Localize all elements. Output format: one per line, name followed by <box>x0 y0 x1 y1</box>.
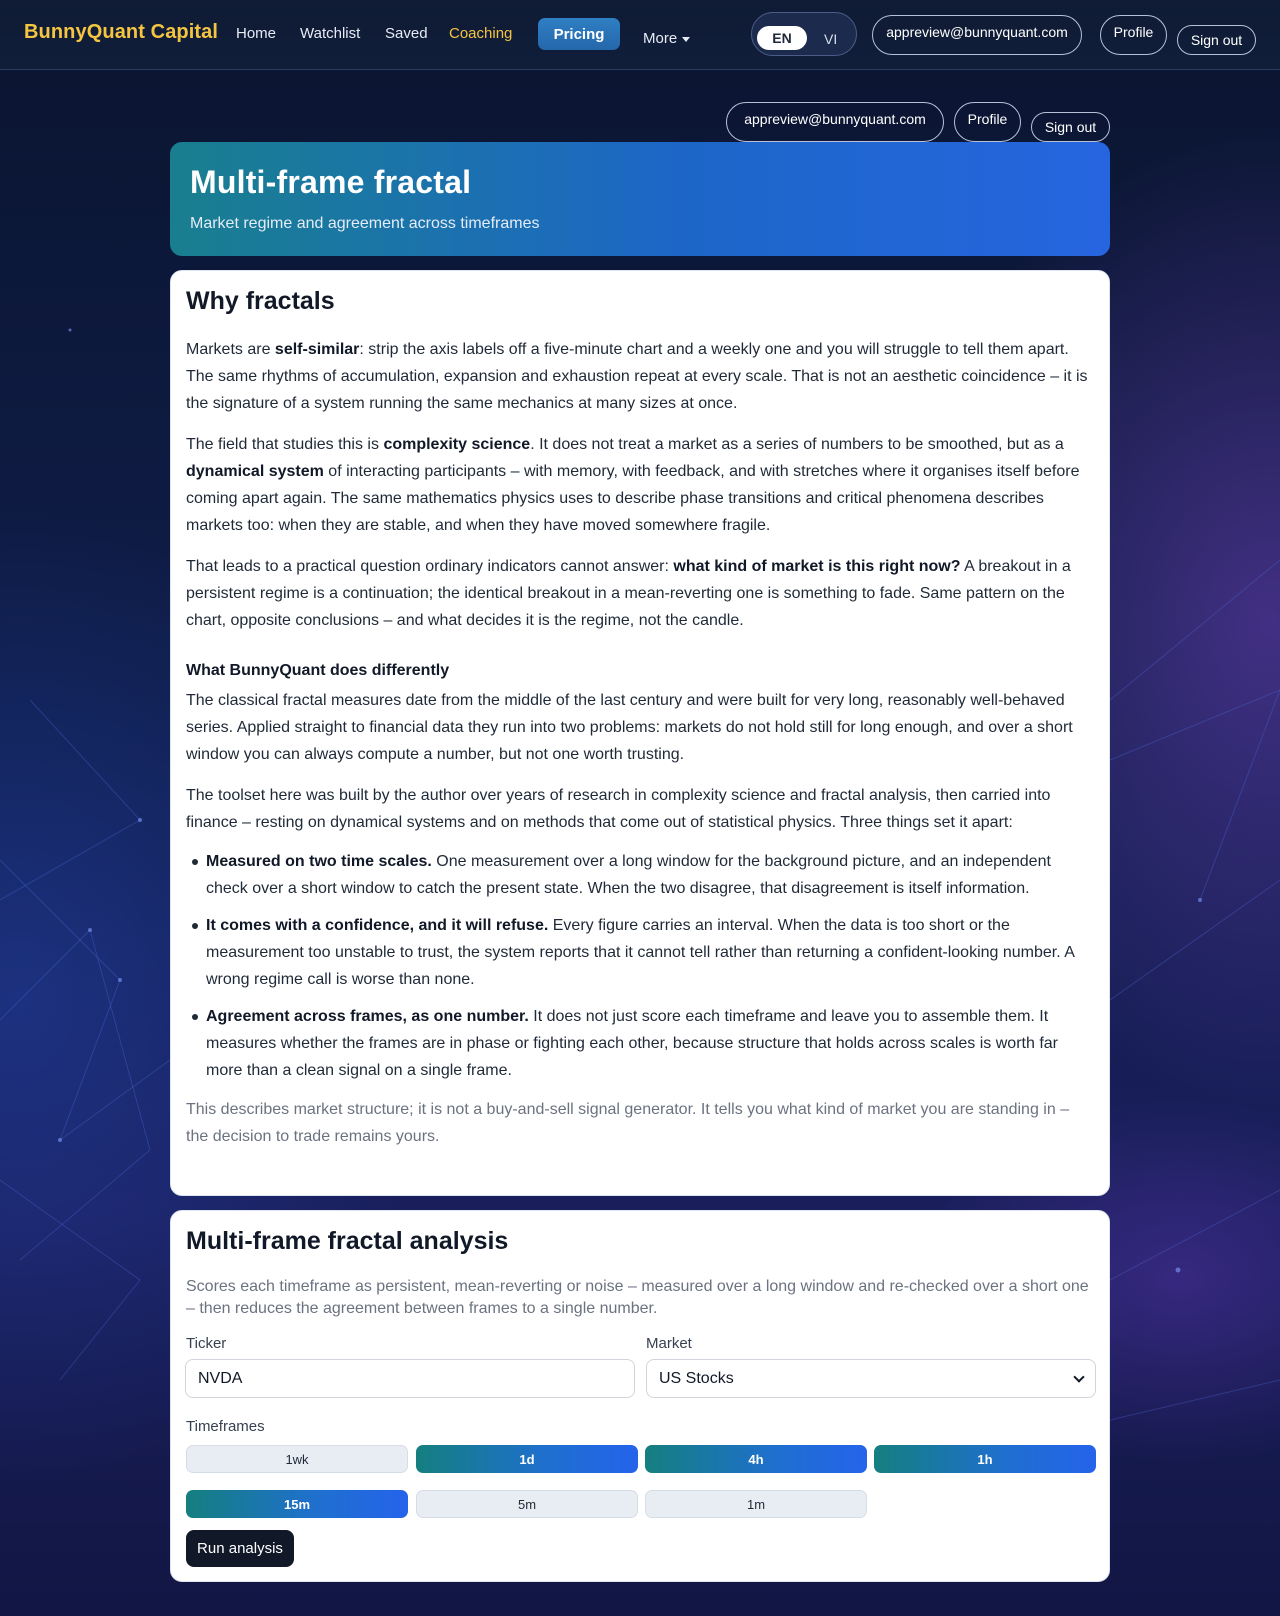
why-fractals-heading: Why fractals <box>186 287 335 315</box>
disclaimer-note: This describes market structure; it is not a buy-and-sell signal generator. It tells you what kind of market you are standing in – the decision to trade remains yours. <box>186 1101 1070 1145</box>
timeframe-5m[interactable]: 5m <box>416 1490 638 1518</box>
bold-self-similar: self-similar <box>274 341 360 358</box>
market-select-value: US Stocks <box>659 1369 734 1387</box>
bold-question: what kind of market is this right now? <box>673 558 961 575</box>
timeframe-15m[interactable]: 15m <box>186 1490 408 1518</box>
brand-logo[interactable]: BunnyQuant Capital <box>24 21 219 43</box>
bold-dynamical-system: dynamical system <box>186 463 324 480</box>
hero-banner <box>170 142 1110 256</box>
analysis-card <box>170 1210 1110 1582</box>
feature-item: Agreement across frames, as one number. It does not just score each timeframe and leave you to assemble them. It measures whether the frames are in phase or fighting each other, because structure that holds across scales is worth far more than a clean signal on a single frame. <box>206 1003 1094 1084</box>
caret-down-icon <box>682 37 690 42</box>
differently-subheading: What BunnyQuant does differently <box>186 662 450 679</box>
analysis-description: Scores each timeframe as persistent, mean-reverting or noise – measured over a long window and re-checked over a short one – then reduces the agreement between frames to a single number. <box>186 1278 1089 1317</box>
sign-out-button[interactable]: Sign out <box>1031 112 1110 142</box>
timeframe-1m[interactable]: 1m <box>645 1490 867 1518</box>
nav-profile-button[interactable]: Profile <box>1100 15 1167 55</box>
feature-item: It comes with a confidence, and it will refuse. Every figure carries an interval. When the data is too short or the measurement too unstable to trust, the system reports that it cannot tell rather than returning a confident-looking number. A wrong regime call is worse than none. <box>206 912 1094 993</box>
differently-paragraph-2: The toolset here was built by the author over years of research in complexity science and fractal analysis, then carried into finance – resting on dynamical systems and on methods that come out of statistical physics. Three things set it apart: <box>186 787 1051 831</box>
timeframes-label: Timeframes <box>186 1418 265 1435</box>
nav-pricing-button[interactable]: Pricing <box>538 18 620 50</box>
lang-en-button[interactable]: EN <box>757 26 807 50</box>
feature-item: Measured on two time scales. One measurement over a long window for the background picture, and an independent check over a short window to catch the present state. When the two disagree, that disagreement is itself information. <box>206 848 1094 902</box>
timeframe-4h[interactable]: 4h <box>645 1445 867 1473</box>
differently-paragraph-1: The classical fractal measures date from the middle of the last century and were built for very long, reasonably well-behaved series. Applied straight to financial data they run into two problems: markets do not hold still for long enough, and over a short window you can always compute a number, but not one worth trusting. <box>186 692 1073 763</box>
analysis-heading: Multi-frame fractal analysis <box>186 1227 509 1255</box>
chevron-down-icon <box>1073 1371 1084 1382</box>
market-label: Market <box>646 1335 692 1352</box>
lang-vi-button[interactable]: VI <box>824 31 838 47</box>
feature-list <box>186 848 1094 1084</box>
timeframe-1wk[interactable]: 1wk <box>186 1445 408 1473</box>
nav-sign-out-button[interactable]: Sign out <box>1177 25 1256 55</box>
ticker-input-value: NVDA <box>198 1369 243 1387</box>
bold-complexity-science: complexity science <box>383 436 531 453</box>
run-analysis-button[interactable]: Run analysis <box>186 1530 294 1567</box>
timeframe-1h[interactable]: 1h <box>874 1445 1096 1473</box>
profile-button[interactable]: Profile <box>954 102 1021 142</box>
intro-paragraph-2: The field that studies this is complexity science. It does not treat a market as a series of numbers to be smoothed, but as a dynamical system of interacting participants – with memory, with feedback, and with stretches where it organises itself before coming apart again. The same mathematics physics uses to describe phase transitions and critical phenomena describes markets too: when they are stable, and when they have moved somewhere fragile. <box>186 436 1080 534</box>
ticker-label: Ticker <box>186 1335 227 1352</box>
page-title: Multi-frame fractal <box>190 164 472 200</box>
intro-paragraph-1: Markets are self-similar: strip the axis labels off a five-minute chart and a weekly one and you will struggle to tell them apart. The same rhythms of accumulation, expansion and exhaustion repeat at every scale. That is not an aesthetic coincidence – it is the signature of a system running the same mechanics at many sizes at once. <box>186 341 1088 412</box>
nav-link-coaching[interactable]: Coaching <box>449 25 513 42</box>
language-toggle <box>751 12 857 56</box>
market-select[interactable] <box>646 1359 1096 1398</box>
nav-link-home[interactable]: Home <box>236 25 277 42</box>
nav-link-saved[interactable]: Saved <box>385 25 428 42</box>
nav-more-label: More <box>643 30 678 47</box>
nav-user-email[interactable]: appreview@bunnyquant.com <box>872 15 1082 55</box>
page-subtitle: Market regime and agreement across timeframes <box>190 215 540 232</box>
ticker-input[interactable] <box>185 1359 635 1398</box>
nav-link-watchlist[interactable]: Watchlist <box>300 25 361 42</box>
why-fractals-card <box>170 270 1110 1196</box>
nav-more-dropdown[interactable] <box>643 30 690 47</box>
timeframe-1d[interactable]: 1d <box>416 1445 638 1473</box>
user-email[interactable]: appreview@bunnyquant.com <box>726 102 944 142</box>
top-navbar <box>0 0 1280 70</box>
intro-paragraph-3: That leads to a practical question ordinary indicators cannot answer: what kind of market is this right now? A breakout in a persistent regime is a continuation; the identical breakout in a mean-reverting one is something to fade. Same pattern on the chart, opposite conclusions – and what decides it is the regime, not the candle. <box>186 558 1071 629</box>
